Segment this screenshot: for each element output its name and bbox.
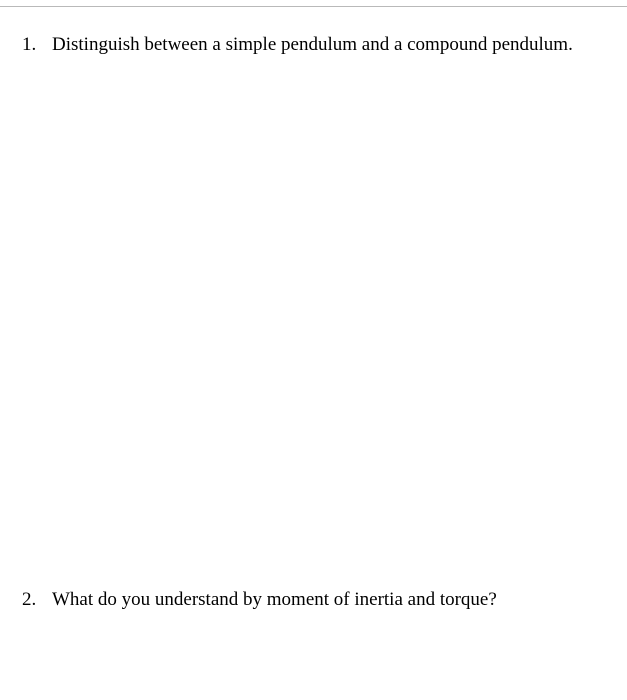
top-divider <box>0 6 627 7</box>
question-2-number: 2. <box>22 589 37 610</box>
question-2-text: What do you understand by moment of inertia and torque? <box>52 589 497 610</box>
question-1-text: Distinguish between a simple pendulum and a compound pendulum. <box>52 34 573 55</box>
question-2 <box>22 589 497 611</box>
question-1 <box>22 34 573 56</box>
question-1-number: 1. <box>22 34 37 55</box>
